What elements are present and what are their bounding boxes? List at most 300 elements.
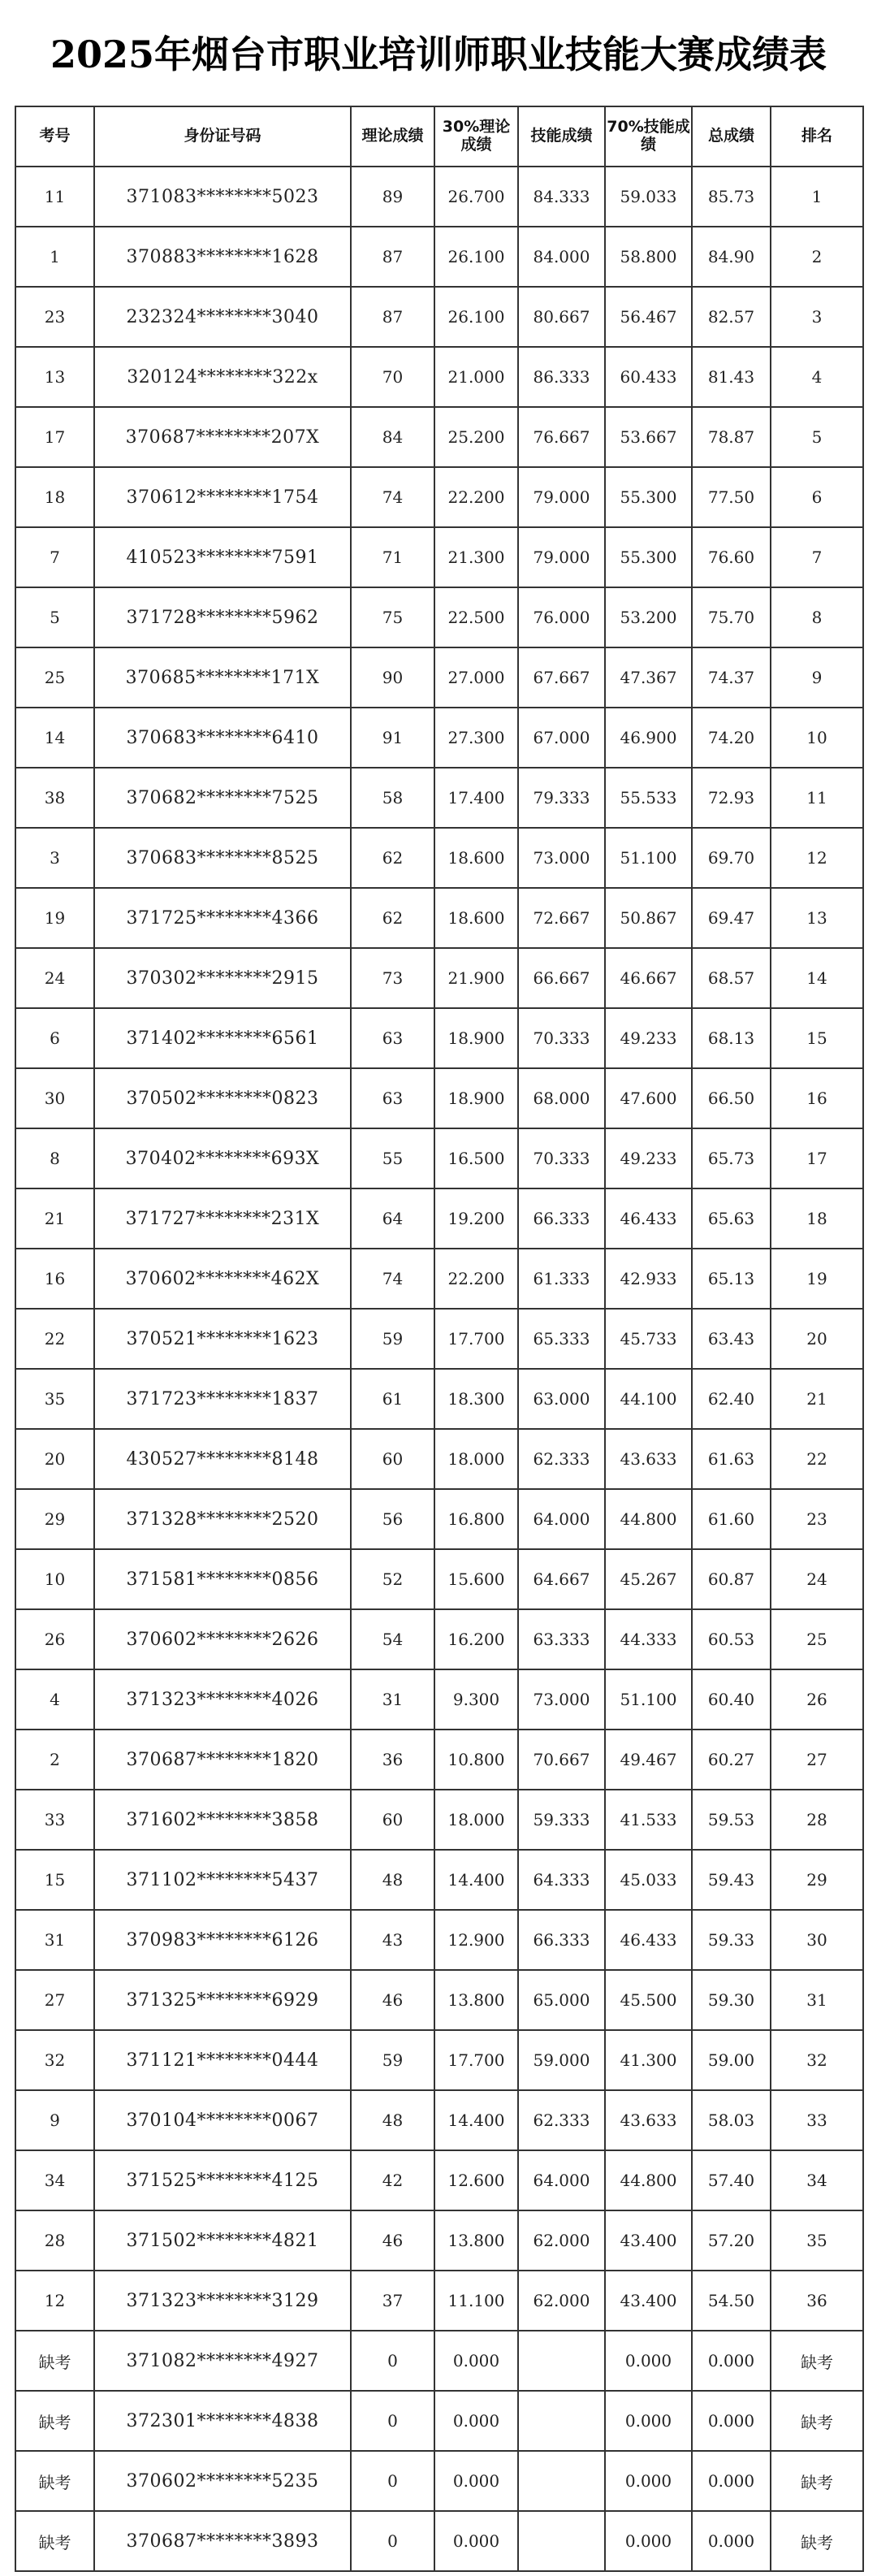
cell-theory-30: 18.300: [434, 1369, 518, 1429]
cell-total: 0.000: [692, 2511, 771, 2571]
cell-skill-70: 56.467: [605, 287, 692, 347]
table-row: [15, 2090, 863, 2150]
cell-id-no: 370683********8525: [94, 828, 351, 888]
cell-theory: 75: [351, 587, 434, 647]
cell-id-no: 370685********171X: [94, 647, 351, 708]
cell-theory-30: 18.000: [434, 1429, 518, 1489]
cell-skill: 64.333: [518, 1850, 605, 1910]
header-id-no: 身份证号码: [94, 106, 351, 167]
cell-skill: [518, 2511, 605, 2571]
cell-exam-no: 缺考: [15, 2451, 94, 2511]
cell-exam-no: 2: [15, 1730, 94, 1790]
cell-theory: 0: [351, 2451, 434, 2511]
table-row: [15, 1249, 863, 1309]
cell-exam-no: 缺考: [15, 2511, 94, 2571]
header-skill-70: 70%技能成绩: [605, 106, 692, 167]
cell-theory: 54: [351, 1609, 434, 1669]
cell-theory: 46: [351, 2210, 434, 2271]
cell-skill-70: 45.733: [605, 1309, 692, 1369]
cell-skill: 66.667: [518, 948, 605, 1008]
cell-rank: 33: [771, 2090, 863, 2150]
cell-id-no: 232324********3040: [94, 287, 351, 347]
table-row: [15, 2271, 863, 2331]
cell-exam-no: 1: [15, 227, 94, 287]
cell-rank: 1: [771, 167, 863, 227]
cell-theory-30: 22.200: [434, 1249, 518, 1309]
cell-rank: 缺考: [771, 2451, 863, 2511]
cell-exam-no: 缺考: [15, 2331, 94, 2391]
cell-theory: 37: [351, 2271, 434, 2331]
cell-skill: [518, 2391, 605, 2451]
cell-theory-30: 22.500: [434, 587, 518, 647]
cell-theory-30: 17.700: [434, 1309, 518, 1369]
table-row: [15, 1669, 863, 1730]
cell-skill-70: 43.400: [605, 2271, 692, 2331]
cell-skill-70: 42.933: [605, 1249, 692, 1309]
cell-skill-70: 0.000: [605, 2511, 692, 2571]
cell-theory-30: 18.600: [434, 828, 518, 888]
cell-skill-70: 49.233: [605, 1128, 692, 1188]
cell-rank: 35: [771, 2210, 863, 2271]
header-theory-30: 30%理论成绩: [434, 106, 518, 167]
cell-theory-30: 26.100: [434, 227, 518, 287]
cell-rank: 6: [771, 467, 863, 527]
header-rank: 排名: [771, 106, 863, 167]
table-row: [15, 1068, 863, 1128]
cell-rank: 34: [771, 2150, 863, 2210]
cell-exam-no: 10: [15, 1549, 94, 1609]
cell-theory-30: 0.000: [434, 2331, 518, 2391]
cell-total: 74.20: [692, 708, 771, 768]
cell-skill: 67.000: [518, 708, 605, 768]
cell-skill: 76.000: [518, 587, 605, 647]
cell-rank: 14: [771, 948, 863, 1008]
table-row: [15, 2511, 863, 2571]
table-row: [15, 407, 863, 467]
cell-total: 59.30: [692, 1970, 771, 2030]
cell-rank: 缺考: [771, 2511, 863, 2571]
table-body: [15, 167, 863, 2571]
cell-rank: 27: [771, 1730, 863, 1790]
cell-total: 65.13: [692, 1249, 771, 1309]
cell-theory: 42: [351, 2150, 434, 2210]
cell-skill-70: 43.633: [605, 2090, 692, 2150]
cell-skill-70: 49.233: [605, 1008, 692, 1068]
cell-id-no: 371602********3858: [94, 1790, 351, 1850]
cell-exam-no: 23: [15, 287, 94, 347]
cell-exam-no: 8: [15, 1128, 94, 1188]
table-row: [15, 828, 863, 888]
cell-skill: 62.333: [518, 2090, 605, 2150]
cell-id-no: 370687********1820: [94, 1730, 351, 1790]
cell-skill: 66.333: [518, 1910, 605, 1970]
cell-total: 61.60: [692, 1489, 771, 1549]
cell-theory-30: 0.000: [434, 2451, 518, 2511]
cell-skill-70: 44.800: [605, 1489, 692, 1549]
cell-skill: 67.667: [518, 647, 605, 708]
cell-total: 60.87: [692, 1549, 771, 1609]
cell-id-no: 370612********1754: [94, 467, 351, 527]
cell-theory: 58: [351, 768, 434, 828]
cell-theory-30: 22.200: [434, 467, 518, 527]
cell-id-no: 410523********7591: [94, 527, 351, 587]
cell-theory: 36: [351, 1730, 434, 1790]
cell-rank: 26: [771, 1669, 863, 1730]
cell-exam-no: 30: [15, 1068, 94, 1128]
cell-exam-no: 21: [15, 1188, 94, 1249]
cell-exam-no: 16: [15, 1249, 94, 1309]
table-row: [15, 2331, 863, 2391]
score-table: [15, 106, 864, 2572]
cell-rank: 31: [771, 1970, 863, 2030]
cell-theory-30: 26.100: [434, 287, 518, 347]
cell-skill-70: 55.533: [605, 768, 692, 828]
cell-theory: 52: [351, 1549, 434, 1609]
cell-skill: 62.000: [518, 2210, 605, 2271]
cell-exam-no: 3: [15, 828, 94, 888]
cell-theory: 48: [351, 2090, 434, 2150]
cell-theory: 62: [351, 828, 434, 888]
cell-skill-70: 58.800: [605, 227, 692, 287]
table-row: [15, 347, 863, 407]
cell-theory: 90: [351, 647, 434, 708]
cell-total: 78.87: [692, 407, 771, 467]
cell-theory-30: 19.200: [434, 1188, 518, 1249]
cell-rank: 28: [771, 1790, 863, 1850]
cell-theory: 60: [351, 1429, 434, 1489]
cell-exam-no: 28: [15, 2210, 94, 2271]
table-row: [15, 647, 863, 708]
cell-id-no: 371325********6929: [94, 1970, 351, 2030]
cell-rank: 25: [771, 1609, 863, 1669]
header-exam-no: 考号: [15, 106, 94, 167]
cell-total: 60.27: [692, 1730, 771, 1790]
cell-id-no: 370682********7525: [94, 768, 351, 828]
cell-total: 59.43: [692, 1850, 771, 1910]
cell-theory: 89: [351, 167, 434, 227]
cell-rank: 13: [771, 888, 863, 948]
cell-theory-30: 26.700: [434, 167, 518, 227]
cell-theory-30: 27.300: [434, 708, 518, 768]
table-row: [15, 948, 863, 1008]
cell-exam-no: 35: [15, 1369, 94, 1429]
cell-rank: 缺考: [771, 2391, 863, 2451]
cell-rank: 8: [771, 587, 863, 647]
cell-rank: 15: [771, 1008, 863, 1068]
cell-rank: 30: [771, 1910, 863, 1970]
cell-total: 66.50: [692, 1068, 771, 1128]
cell-id-no: 371328********2520: [94, 1489, 351, 1549]
cell-theory-30: 25.200: [434, 407, 518, 467]
cell-id-no: 371727********231X: [94, 1188, 351, 1249]
cell-rank: 18: [771, 1188, 863, 1249]
cell-total: 68.57: [692, 948, 771, 1008]
table-row: [15, 527, 863, 587]
cell-skill-70: 44.333: [605, 1609, 692, 1669]
cell-id-no: 430527********8148: [94, 1429, 351, 1489]
cell-exam-no: 38: [15, 768, 94, 828]
table-row: [15, 2391, 863, 2451]
cell-id-no: 370402********693X: [94, 1128, 351, 1188]
cell-theory-30: 27.000: [434, 647, 518, 708]
cell-skill: 76.667: [518, 407, 605, 467]
cell-total: 69.47: [692, 888, 771, 948]
cell-id-no: 370302********2915: [94, 948, 351, 1008]
cell-total: 54.50: [692, 2271, 771, 2331]
cell-id-no: 371121********0444: [94, 2030, 351, 2090]
cell-skill: 79.000: [518, 527, 605, 587]
cell-theory-30: 18.000: [434, 1790, 518, 1850]
table-row: [15, 1489, 863, 1549]
table-row: [15, 1309, 863, 1369]
cell-rank: 11: [771, 768, 863, 828]
cell-theory: 70: [351, 347, 434, 407]
cell-theory-30: 12.600: [434, 2150, 518, 2210]
cell-skill: 70.333: [518, 1128, 605, 1188]
cell-id-no: 371323********4026: [94, 1669, 351, 1730]
cell-total: 59.00: [692, 2030, 771, 2090]
cell-total: 61.63: [692, 1429, 771, 1489]
cell-skill-70: 43.400: [605, 2210, 692, 2271]
table-row: [15, 1369, 863, 1429]
cell-theory-30: 21.900: [434, 948, 518, 1008]
cell-total: 81.43: [692, 347, 771, 407]
cell-skill-70: 0.000: [605, 2451, 692, 2511]
table-row: [15, 708, 863, 768]
cell-skill: 86.333: [518, 347, 605, 407]
cell-skill: 62.333: [518, 1429, 605, 1489]
table-row: [15, 1429, 863, 1489]
cell-rank: 20: [771, 1309, 863, 1369]
cell-skill: 73.000: [518, 828, 605, 888]
cell-theory: 74: [351, 467, 434, 527]
cell-id-no: 372301********4838: [94, 2391, 351, 2451]
cell-id-no: 371725********4366: [94, 888, 351, 948]
cell-id-no: 371525********4125: [94, 2150, 351, 2210]
cell-theory-30: 0.000: [434, 2511, 518, 2571]
cell-exam-no: 17: [15, 407, 94, 467]
cell-skill-70: 46.667: [605, 948, 692, 1008]
cell-rank: 16: [771, 1068, 863, 1128]
cell-theory-30: 16.200: [434, 1609, 518, 1669]
cell-exam-no: 9: [15, 2090, 94, 2150]
cell-skill-70: 45.267: [605, 1549, 692, 1609]
cell-total: 0.000: [692, 2331, 771, 2391]
cell-rank: 5: [771, 407, 863, 467]
table-row: [15, 1730, 863, 1790]
cell-theory: 60: [351, 1790, 434, 1850]
cell-exam-no: 19: [15, 888, 94, 948]
cell-exam-no: 25: [15, 647, 94, 708]
cell-id-no: 370502********0823: [94, 1068, 351, 1128]
cell-theory: 0: [351, 2511, 434, 2571]
cell-theory: 56: [351, 1489, 434, 1549]
cell-total: 58.03: [692, 2090, 771, 2150]
table-row: [15, 888, 863, 948]
cell-total: 60.53: [692, 1609, 771, 1669]
cell-skill-70: 46.433: [605, 1910, 692, 1970]
cell-skill-70: 45.500: [605, 1970, 692, 2030]
cell-exam-no: 32: [15, 2030, 94, 2090]
cell-theory-30: 13.800: [434, 1970, 518, 2030]
cell-id-no: 371402********6561: [94, 1008, 351, 1068]
cell-skill: 80.667: [518, 287, 605, 347]
table-row: [15, 1609, 863, 1669]
cell-skill: 61.333: [518, 1249, 605, 1309]
cell-exam-no: 4: [15, 1669, 94, 1730]
cell-exam-no: 5: [15, 587, 94, 647]
cell-total: 77.50: [692, 467, 771, 527]
cell-exam-no: 31: [15, 1910, 94, 1970]
cell-total: 75.70: [692, 587, 771, 647]
cell-skill-70: 49.467: [605, 1730, 692, 1790]
cell-total: 59.53: [692, 1790, 771, 1850]
cell-theory-30: 21.000: [434, 347, 518, 407]
cell-rank: 缺考: [771, 2331, 863, 2391]
cell-skill-70: 51.100: [605, 828, 692, 888]
cell-theory-30: 18.600: [434, 888, 518, 948]
table-row: [15, 1008, 863, 1068]
cell-theory-30: 21.300: [434, 527, 518, 587]
table-row: [15, 1850, 863, 1910]
table-row: [15, 1970, 863, 2030]
cell-total: 68.13: [692, 1008, 771, 1068]
cell-theory-30: 10.800: [434, 1730, 518, 1790]
cell-theory: 48: [351, 1850, 434, 1910]
cell-skill-70: 0.000: [605, 2391, 692, 2451]
cell-skill-70: 55.300: [605, 467, 692, 527]
cell-id-no: 370521********1623: [94, 1309, 351, 1369]
cell-skill-70: 44.100: [605, 1369, 692, 1429]
cell-theory: 87: [351, 287, 434, 347]
cell-skill-70: 50.867: [605, 888, 692, 948]
cell-rank: 9: [771, 647, 863, 708]
cell-theory-30: 18.900: [434, 1068, 518, 1128]
cell-theory: 62: [351, 888, 434, 948]
cell-total: 82.57: [692, 287, 771, 347]
cell-total: 63.43: [692, 1309, 771, 1369]
cell-theory-30: 18.900: [434, 1008, 518, 1068]
cell-total: 65.73: [692, 1128, 771, 1188]
cell-exam-no: 14: [15, 708, 94, 768]
cell-skill-70: 43.633: [605, 1429, 692, 1489]
cell-theory: 0: [351, 2391, 434, 2451]
cell-skill: [518, 2331, 605, 2391]
cell-skill: 84.000: [518, 227, 605, 287]
table-row: [15, 1128, 863, 1188]
cell-skill-70: 41.533: [605, 1790, 692, 1850]
cell-skill-70: 55.300: [605, 527, 692, 587]
cell-rank: 10: [771, 708, 863, 768]
cell-theory: 63: [351, 1008, 434, 1068]
cell-skill: 68.000: [518, 1068, 605, 1128]
cell-total: 72.93: [692, 768, 771, 828]
cell-theory: 0: [351, 2331, 434, 2391]
cell-skill: 63.000: [518, 1369, 605, 1429]
cell-rank: 22: [771, 1429, 863, 1489]
cell-skill: 79.000: [518, 467, 605, 527]
header-total: 总成绩: [692, 106, 771, 167]
cell-total: 74.37: [692, 647, 771, 708]
cell-skill: 63.333: [518, 1609, 605, 1669]
cell-theory: 87: [351, 227, 434, 287]
cell-theory: 59: [351, 2030, 434, 2090]
cell-skill-70: 44.800: [605, 2150, 692, 2210]
cell-skill: 70.333: [518, 1008, 605, 1068]
cell-theory: 73: [351, 948, 434, 1008]
cell-theory-30: 13.800: [434, 2210, 518, 2271]
cell-exam-no: 34: [15, 2150, 94, 2210]
header-theory: 理论成绩: [351, 106, 434, 167]
cell-theory: 55: [351, 1128, 434, 1188]
table-row: [15, 1910, 863, 1970]
header-row: [15, 106, 863, 167]
cell-skill-70: 47.600: [605, 1068, 692, 1128]
cell-id-no: 370883********1628: [94, 227, 351, 287]
cell-skill: 73.000: [518, 1669, 605, 1730]
cell-id-no: 370602********462X: [94, 1249, 351, 1309]
cell-exam-no: 22: [15, 1309, 94, 1369]
cell-rank: 4: [771, 347, 863, 407]
cell-skill: 65.000: [518, 1970, 605, 2030]
table-row: [15, 2030, 863, 2090]
cell-skill: 59.333: [518, 1790, 605, 1850]
cell-skill-70: 46.900: [605, 708, 692, 768]
cell-total: 85.73: [692, 167, 771, 227]
cell-theory: 71: [351, 527, 434, 587]
cell-exam-no: 11: [15, 167, 94, 227]
cell-exam-no: 13: [15, 347, 94, 407]
cell-skill-70: 59.033: [605, 167, 692, 227]
cell-exam-no: 29: [15, 1489, 94, 1549]
cell-id-no: 370683********6410: [94, 708, 351, 768]
cell-theory-30: 16.500: [434, 1128, 518, 1188]
cell-theory: 61: [351, 1369, 434, 1429]
table-row: [15, 2451, 863, 2511]
cell-skill: 64.667: [518, 1549, 605, 1609]
cell-skill-70: 53.200: [605, 587, 692, 647]
cell-id-no: 371723********1837: [94, 1369, 351, 1429]
cell-rank: 17: [771, 1128, 863, 1188]
cell-theory: 43: [351, 1910, 434, 1970]
page-title: 2025年烟台市职业培训师职业技能大赛成绩表: [50, 32, 827, 76]
cell-id-no: 371083********5023: [94, 167, 351, 227]
cell-theory: 63: [351, 1068, 434, 1128]
cell-theory: 91: [351, 708, 434, 768]
cell-rank: 3: [771, 287, 863, 347]
cell-skill: 84.333: [518, 167, 605, 227]
cell-theory: 64: [351, 1188, 434, 1249]
table-row: [15, 1549, 863, 1609]
cell-skill: 65.333: [518, 1309, 605, 1369]
cell-id-no: 371728********5962: [94, 587, 351, 647]
cell-rank: 29: [771, 1850, 863, 1910]
cell-total: 57.40: [692, 2150, 771, 2210]
cell-theory-30: 17.400: [434, 768, 518, 828]
cell-total: 60.40: [692, 1669, 771, 1730]
cell-skill: 66.333: [518, 1188, 605, 1249]
cell-id-no: 370104********0067: [94, 2090, 351, 2150]
cell-skill-70: 45.033: [605, 1850, 692, 1910]
cell-theory: 31: [351, 1669, 434, 1730]
cell-id-no: 371082********4927: [94, 2331, 351, 2391]
cell-total: 76.60: [692, 527, 771, 587]
cell-exam-no: 27: [15, 1970, 94, 2030]
cell-skill: 64.000: [518, 1489, 605, 1549]
cell-rank: 12: [771, 828, 863, 888]
cell-theory-30: 9.300: [434, 1669, 518, 1730]
cell-rank: 24: [771, 1549, 863, 1609]
